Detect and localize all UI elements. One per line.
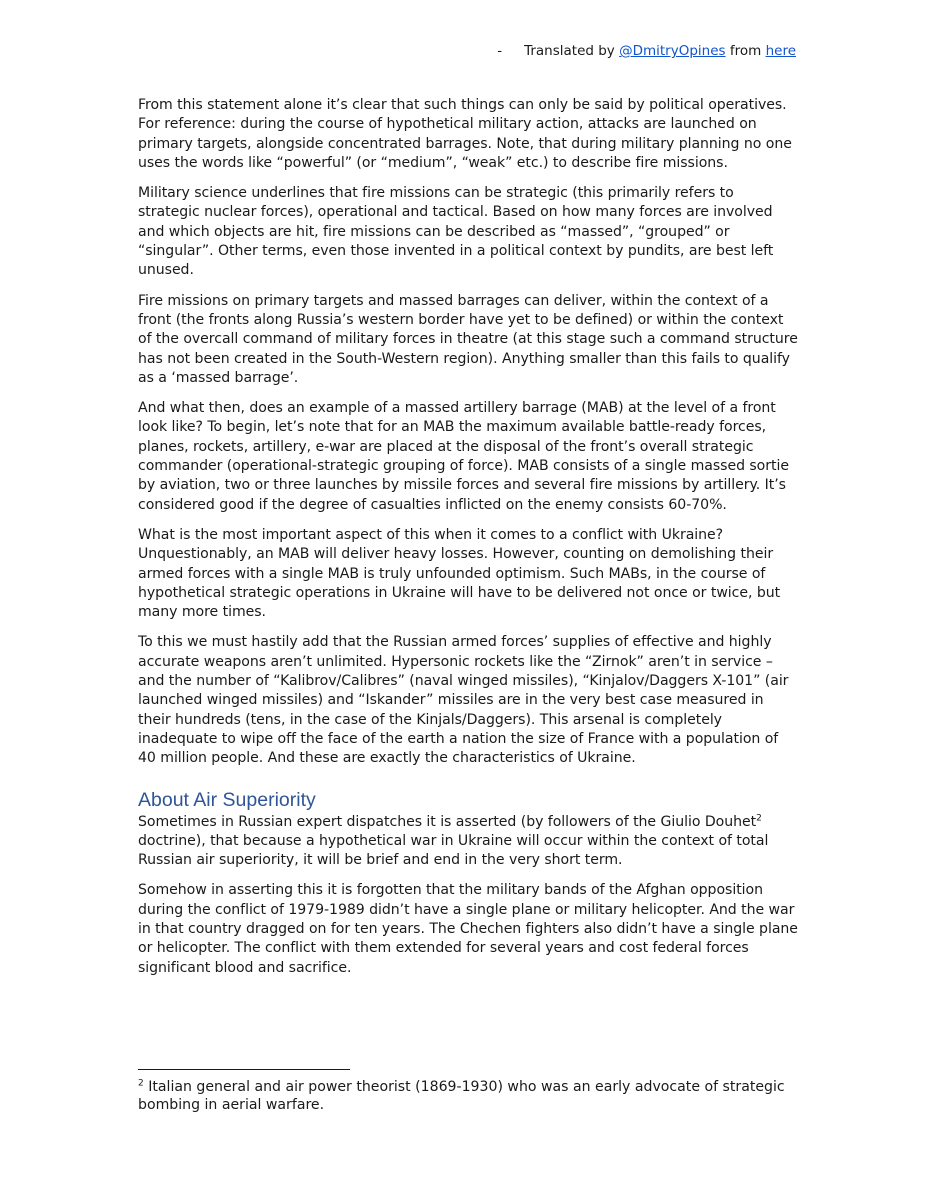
header-middle: from: [725, 43, 766, 59]
air-para1-after: doctrine), that because a hypothetical war in Ukraine will occur within the context of total Russian air superiority, it will be brief and end in the very short term.: [138, 832, 769, 869]
footnote-marker: 2: [138, 1078, 144, 1089]
paragraph-weapon-supplies: To this we must hastily add that the Russian armed forces’ supplies of effective and highly accurate weapons aren’t unlimited. Hypersonic rockets like the “Zirnok” aren’t in service – and the number of “Kalibrov/Calibres” (naval winged missiles), “Kinjalov/Daggers X-101” (air launched winged missiles) and “Iskander” missiles are in the very best case measured in their hundreds (tens, in the case of the Kinjals/Daggers). This arsenal is completely inadequate to wipe off the face of the earth a nation the size of France with a population of 40 million people. And these are exactly the characteristics of Ukraine.: [138, 634, 789, 767]
header-dash: -: [497, 43, 503, 59]
paragraph-military-science: Military science underlines that fire missions can be strategic (this primarily refers to strategic nuclear forces), operational and tactical. Based on how many forces are involved and which objects are hit, fire missions can be described as “massed”, “grouped” or “singular”. Other terms, even those invented in a political context by pundits, are best left unused.: [138, 185, 774, 279]
air-para1-before: Sometimes in Russian expert dispatches it is asserted (by followers of the Giulio Douhet: [138, 813, 757, 830]
footnote-reference[interactable]: 2: [756, 812, 762, 823]
footnote-text: Italian general and air power theorist (1869-1930) who was an early advocate of strategic bombing in aerial warfare.: [138, 1079, 785, 1113]
document-body: [138, 96, 798, 989]
paragraph-air-superiority-claim: [138, 813, 798, 871]
header-prefix: Translated by: [524, 43, 620, 59]
source-link[interactable]: here: [765, 43, 796, 59]
paragraph-massed-barrages: Fire missions on primary targets and massed barrages can deliver, within the context of a front (the fronts along Russia’s western border have yet to be defined) or within the context of the overcall command of military forces in theatre (at this stage such a command structure has not been created in the South-Western region). Anything smaller than this fails to qualify as a ‘massed barrage’.: [138, 292, 798, 386]
paragraph-fire-missions-statement: From this statement alone it’s clear that such things can only be said by political operatives. For reference: during the course of hypothetical military action, attacks are launched on primary targets, alongside concentrated barrages. Note, that during military planning no one uses the words like “powerful” (or “medium”, “weak” etc.) to describe fire missions.: [138, 97, 792, 171]
footnote: [138, 1078, 798, 1114]
section-heading-air-superiority: About Air Superiority: [138, 788, 316, 811]
author-link[interactable]: @DmitryOpines: [619, 43, 726, 59]
paragraph-afghan-chechen: Somehow in asserting this it is forgotten that the military bands of the Afghan opposition during the conflict of 1979-1989 didn’t have a single plane or military helicopter. And the war in that country dragged on for ten years. The Chechen fighters also didn’t have a single plane or helicopter. The conflict with them extended for several years and cost federal forces significant blood and sacrifice.: [138, 882, 798, 976]
translation-credit: [497, 42, 796, 60]
footnote-separator: [138, 1069, 350, 1070]
paragraph-ukraine-conflict: What is the most important aspect of this when it comes to a conflict with Ukraine? Unquestionably, an MAB will deliver heavy losses. However, counting on demolishing their armed forces with a single MAB is truly unfounded optimism. Such MABs, in the course of hypothetical strategic operations in Ukraine will have to be delivered not once or twice, but many more times.: [138, 526, 781, 621]
paragraph-mab-example: And what then, does an example of a massed artillery barrage (MAB) at the level of a front look like? To begin, let’s note that for an MAB the maximum available battle-ready forces, planes, rockets, artillery, e-war are placed at the disposal of the front’s overall strategic commander (operational-strategic grouping of force). MAB consists of a single massed sortie by aviation, two or three launches by missile forces and several fire missions by artillery. It’s considered good if the degree of casualties inflicted on the enemy consists 60-70%.: [138, 400, 789, 513]
